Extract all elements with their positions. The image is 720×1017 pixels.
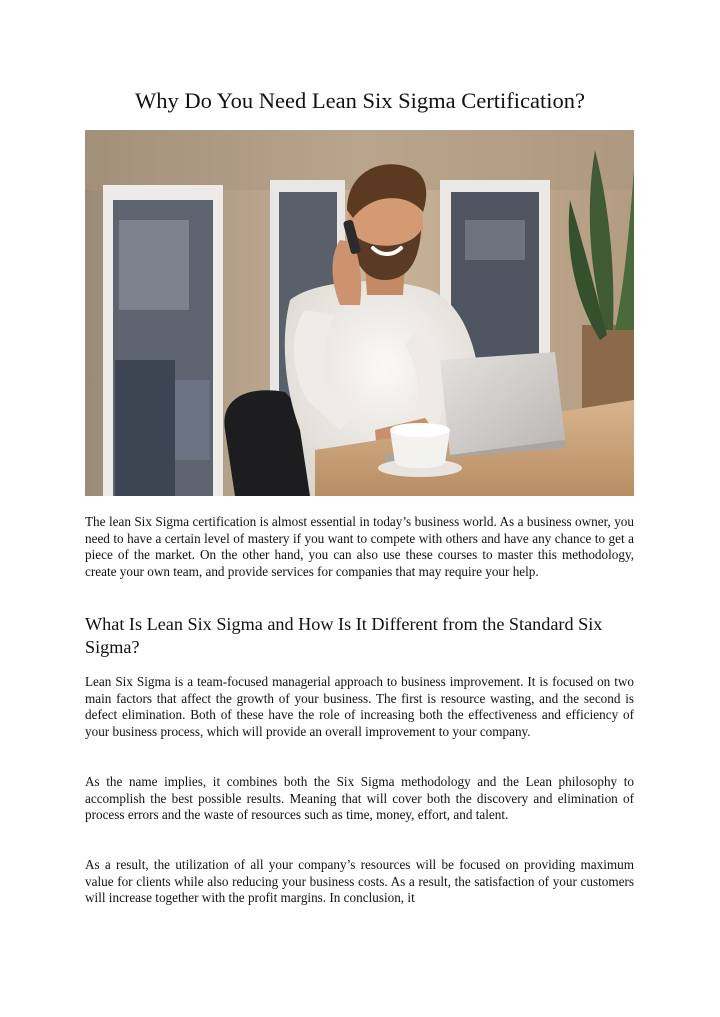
section-paragraph: As a result, the utilization of all your company’s resources will be focused on providing maximum value for clients while also reducing your business costs. As a result, the satisfaction of your customers will increase together with the profit margins. In conclusion, it [85, 857, 634, 906]
section-heading: What Is Lean Six Sigma and How Is It Different from the Standard Six Sigma? [85, 614, 603, 657]
page-title: Why Do You Need Lean Six Sigma Certification? [135, 88, 585, 113]
section-paragraph: As the name implies, it combines both the Six Sigma methodology and the Lean philosophy to accomplish the best possible results. Meaning that will cover both the discovery and elimination of process errors and the waste of resources such as time, money, effort, and talent. [85, 774, 634, 823]
section-paragraph: Lean Six Sigma is a team-focused managerial approach to business improvement. It is focused on two main factors that affect the growth of your business. The first is resource wasting, and the second is defect elimination. Both of these have the role of increasing both the effectiveness and efficiency of your business process, which will provide an overall improvement to your company. [85, 674, 634, 739]
man-on-phone-illustration [85, 130, 634, 496]
hero-photo [85, 130, 634, 496]
intro-paragraph: The lean Six Sigma certification is almost essential in today’s business world. As a business owner, you need to have a certain level of mastery if you want to compete with others and have any chance to get a piece of the market. On the other hand, you can also use these courses to master this methodology, create your own team, and provide services for companies that may require your help. [85, 514, 634, 579]
